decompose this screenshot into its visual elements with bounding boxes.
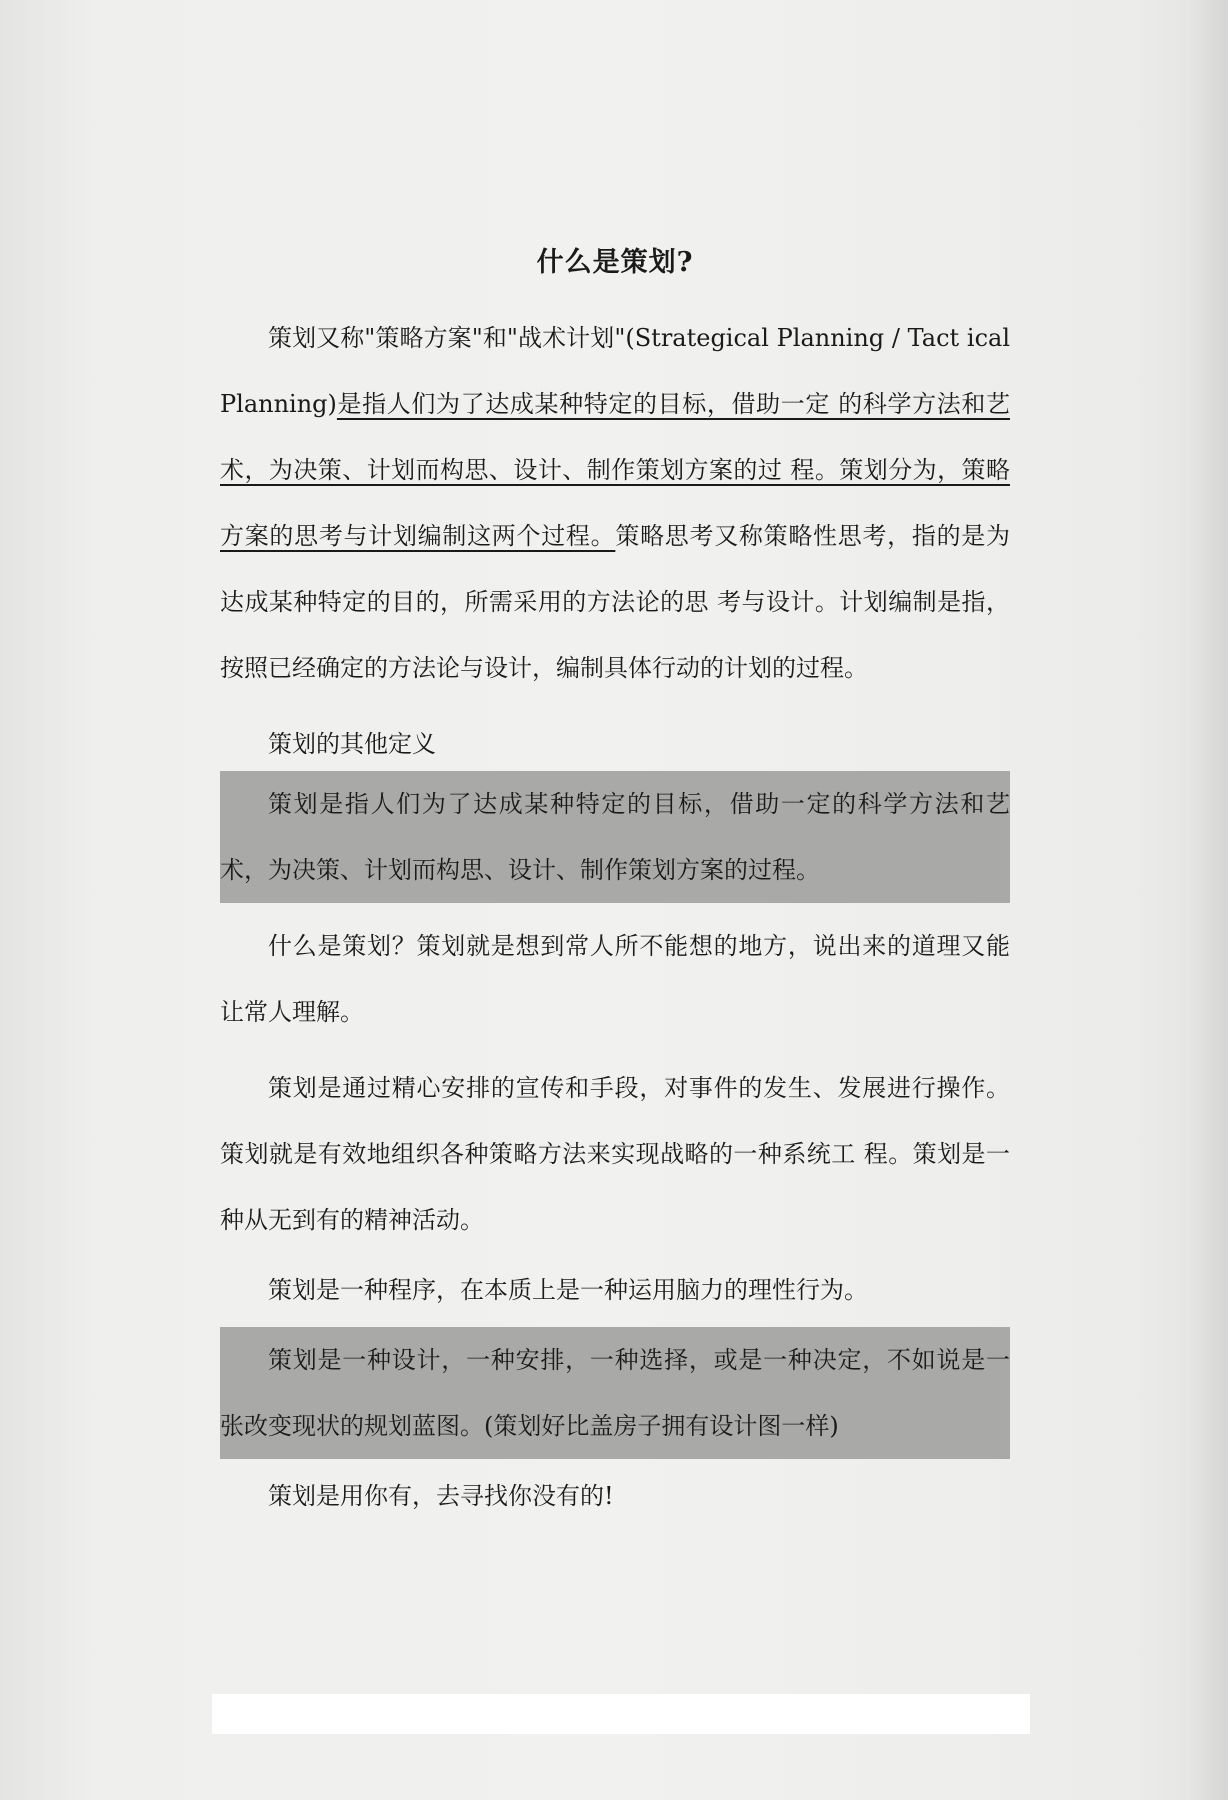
paragraph-planning-procedure: 策划是一种程序，在本质上是一种运用脑力的理性行为。 <box>268 1276 868 1304</box>
page-title: 什么是策划? <box>536 247 694 278</box>
page-edge-shadow <box>1188 0 1228 1800</box>
paragraph-what-is-planning: 什么是策划？策划就是想到常人所不能想的地方，说出来的道理又能让常人理解。 <box>220 932 1010 1026</box>
highlighted-definition-1: 策划是指人们为了达成某种特定的目标，借助一定的科学方法和艺术，为决策、计划而构思、设计、制作策划方案的过程。 <box>220 771 1010 903</box>
paragraph-use-what-you-have: 策划是用你有，去寻找你没有的! <box>268 1482 614 1510</box>
intro-underlined-definition: 是指人们为了达成某种特定的目标，借助一定 的科学方法和艺术，为决策、计划而构思、设计、制作策划方案的过 程。策划分为，策略方案的思考与计划编制这两个过程。 <box>220 390 1010 550</box>
intro-paragraph <box>220 305 1010 701</box>
highlighted-definition-2: 策划是一种设计，一种安排，一种选择，或是一种决定，不如说是一张改变现状的规划蓝图。(策划好比盖房子拥有设计图一样) <box>220 1327 1010 1459</box>
paragraph-planning-operation: 策划是通过精心安排的宣传和手段，对事件的发生、发展进行操作。策划就是有效地组织各种策略方法来实现战略的一种系统工 程。策划是一种从无到有的精神活动。 <box>220 1074 1010 1234</box>
blank-footer-strip <box>212 1694 1030 1734</box>
other-definitions-heading: 策划的其他定义 <box>268 730 436 758</box>
document-body <box>220 240 1010 1529</box>
intro-plain-end: 策略思考又称策略性思考，指的是为达成某种特定的目的，所需采用的方法论的思 考与设计。计划编制是指，按照已经确定的方法论与设计，编制具体行动的计划的过程。 <box>220 522 1011 682</box>
intro-plain-start: 策划又称"策略方案"和"战术计划"(Strategical Planning / Tact ical Planning) <box>220 324 1010 418</box>
